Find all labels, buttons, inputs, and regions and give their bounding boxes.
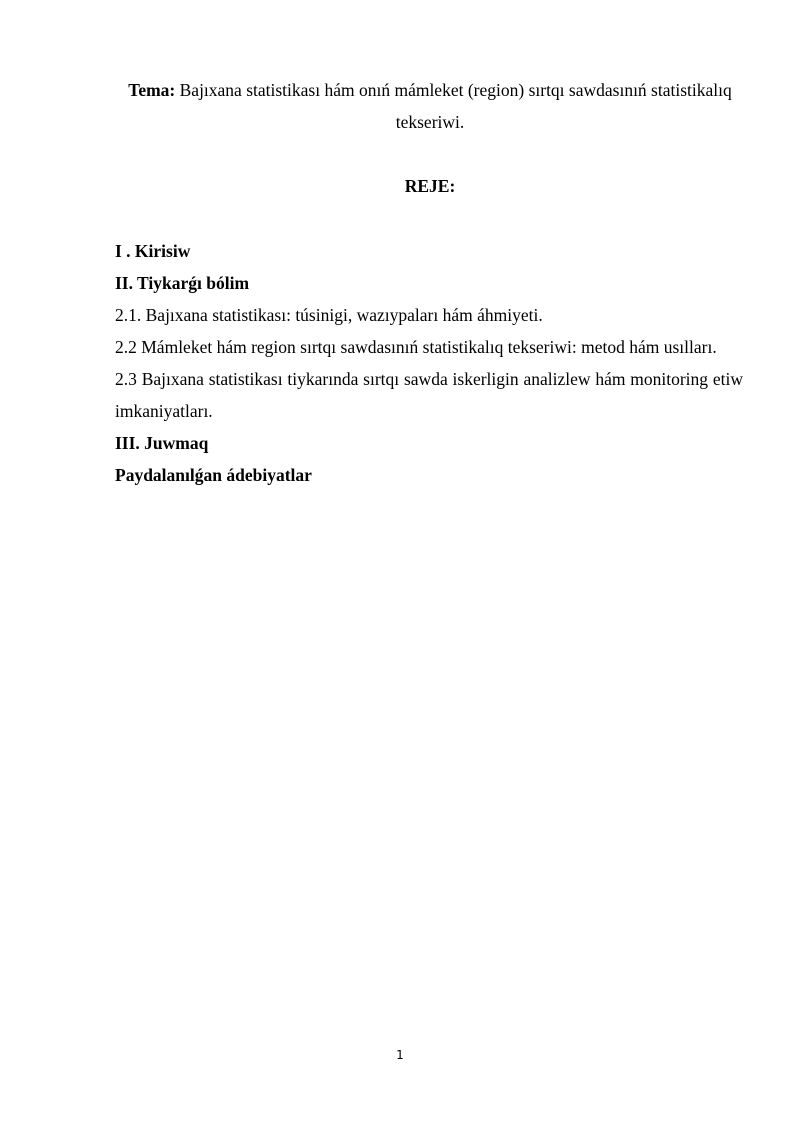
outline-item-introduction: I . Kirisiw [115,241,191,261]
outline-item-conclusion: III. Juwmaq [115,433,209,453]
outline-item-references: Paydalanılǵan ádebiyatlar [115,465,312,485]
outline-item-section-2-3: 2.3 Bajıxana statistikası tiykarında sırtqı sawda iskerligin analizlew hám monitoring etiw imkaniyatları. [115,369,743,421]
plan-heading: REJE: [404,176,456,196]
outline-item-main-part: II. Tiykarǵı bólim [115,273,250,293]
outline-item-section-2-1: 2.1. Bajıxana statistikası: túsinigi, wazıypaları hám áhmiyeti. [115,305,543,325]
page-number: 1 [396,1048,404,1062]
title-text: Bajıxana statistikası hám onıń mámleket (region) sırtqı sawdasınıń statistikalıq tekseriwi. [175,80,732,132]
document-title [115,74,745,138]
plan-outline [115,235,743,491]
title-label: Tema: [128,80,176,100]
outline-item-section-2-2: 2.2 Mámleket hám region sırtqı sawdasınıń statistikalıq tekseriwi: metod hám usılları. [115,337,717,357]
